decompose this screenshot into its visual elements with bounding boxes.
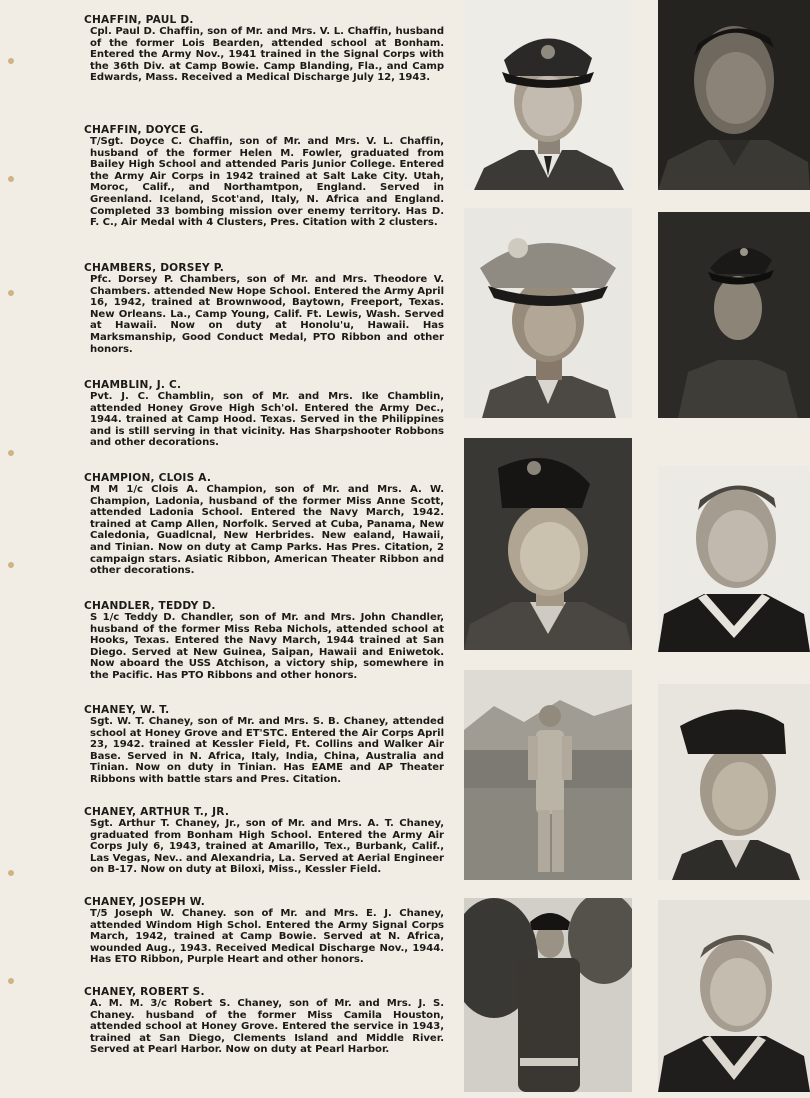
portrait-image [658, 0, 810, 190]
binder-holes [6, 0, 20, 1098]
entry-bio: S 1/c Teddy D. Chandler, son of Mr. and Mrs. John Chandler, husband of the former Miss Reba Nichols, attended school at Hooks, Texas. Entered the Navy March, 1944 trained at San Diego. Served at New Guinea, Saipan, Hawaii and Eniwetok. Now aboard the USS Atchison, a victory ship, somewhere in the Pacific. Has PTO Ribbons and other honors. [90, 612, 444, 681]
portrait-photo [658, 684, 810, 880]
entry-bio: A. M. M. 3/c Robert S. Chaney, son of Mr. and Mrs. J. S. Chaney. husband of the former Miss Camila Houston, attended school at Honey Grove. Entered the service in 1943, trained at San Diego, Clements Island and Middle River. Served at Pearl Harbor. Now on duty at Pearl Harbor. [90, 998, 444, 1056]
portrait-photo [464, 898, 632, 1092]
portrait-image [658, 900, 810, 1092]
portrait-image [464, 438, 632, 650]
entry-name: CHAMPION, CLOIS A. [84, 472, 212, 484]
entry-name: CHANEY, ROBERT S. [84, 986, 205, 998]
binder-hole [8, 58, 14, 64]
entry-name: CHAMBERS, DORSEY P. [84, 262, 225, 274]
binder-hole [8, 290, 14, 296]
entry-bio: Pvt. J. C. Chamblin, son of Mr. and Mrs. Ike Chamblin, attended Honey Grove High Sch'ol. Entered the Army Dec., 1944. trained at Camp Hood. Texas. Served in the Philippines and is still serving in that vicinity. Has Sharpshooter Robbons and other decorations. [90, 391, 444, 449]
binder-hole [8, 870, 14, 876]
portrait-image [464, 208, 632, 418]
entry-name: CHANEY, ARTHUR T., JR. [84, 806, 230, 818]
entry-name: CHANDLER, TEDDY D. [84, 600, 216, 612]
portrait-photo [464, 208, 632, 418]
entry-name: CHAMBLIN, J. C. [84, 379, 182, 391]
entry-bio: T/Sgt. Doyce C. Chaffin, son of Mr. and Mrs. V. L. Chaffin, husband of the former Helen M. Fowler, graduated from Bailey High School and attended Paris Junior College. Entered the Army Air Corps in 1942 trained at Salt Lake City. Utah, Moroc, Calif., and Northamtpon, England. Served in Greenland. Iceland, Scot'and, Italy, N. Africa and England. Completed 33 bombing mission over enemy territory. Has D. F. C., Air Medal with 4 Clusters, Pres. Citation with 2 clusters. [90, 136, 444, 229]
entry-name: CHAFFIN, PAUL D. [84, 14, 194, 26]
entry-bio: Sgt. Arthur T. Chaney, Jr., son of Mr. and Mrs. A. T. Chaney, graduated from Bonham High School. Entered the Army Air Corps July 6, 1943, trained at Amarillo, Tex., Burbank, Calif., Las Vegas, Nev.. and Alexandria, La. Served at Aerial Engineer on B-17. Now on duty at Biloxi, Miss., Kessler Field. [90, 818, 444, 876]
portrait-photo [464, 670, 632, 880]
portrait-column [462, 0, 810, 1098]
entry-name: CHANEY, JOSEPH W. [84, 896, 205, 908]
biography-entry [84, 472, 444, 577]
portrait-photo [658, 0, 810, 190]
portrait-image [464, 0, 632, 190]
portrait-image [464, 898, 632, 1092]
binder-hole [8, 176, 14, 182]
portrait-image [658, 684, 810, 880]
portrait-photo [658, 466, 810, 652]
biography-entry [84, 600, 444, 682]
portrait-photo [464, 0, 632, 190]
entry-bio: T/5 Joseph W. Chaney. son of Mr. and Mrs. E. J. Chaney, attended Windom High Schol. Entered the Army Signal Corps March, 1942, trained at Camp Bowie. Served at N. Africa, wounded Aug., 1943. Received Medical Discharge Nov., 1944. Has ETO Ribbon, Purple Heart and other honors. [90, 908, 444, 966]
portrait-image [464, 670, 632, 880]
biography-entry [84, 896, 444, 966]
biography-entry [84, 986, 444, 1056]
biography-entry [84, 379, 444, 449]
binder-hole [8, 562, 14, 568]
entry-name: CHAFFIN, DOYCE G. [84, 124, 204, 136]
entry-bio: Sgt. W. T. Chaney, son of Mr. and Mrs. S. B. Chaney, attended school at Honey Grove and ET'STC. Entered the Air Corps April 23, 1942. trained at Kessler Field, Ft. Collins and Walker Air Base. Served in N. Africa, Italy, India, China, Australia and Tinian. Now on duty in Tinian. Has EAME and AP Theater Ribbons with battle stars and Pres. Citation. [90, 716, 444, 785]
entry-bio: Pfc. Dorsey P. Chambers, son of Mr. and Mrs. Theodore V. Chambers. attended New Hope School. Entered the Army April 16, 1942, trained at Brownwood, Baytown, Freeport, Texas. New Orleans. La., Camp Young, Calif. Ft. Lewis, Wash. Served at Hawaii. Now on duty at Honolu'u, Hawaii. Has Marksmanship, Good Conduct Medal, PTO Ribbon and other honors. [90, 274, 444, 355]
portrait-photo [658, 900, 810, 1092]
entry-name: CHANEY, W. T. [84, 704, 170, 716]
portrait-photo [658, 212, 810, 418]
portrait-photo [464, 438, 632, 650]
biography-entry [84, 704, 444, 786]
biography-entry [84, 262, 444, 355]
binder-hole [8, 978, 14, 984]
entry-bio: M M 1/c Clois A. Champion, son of Mr. and Mrs. A. W. Champion, Ladonia, husband of the former Miss Anne Scott, attended Ladonia School. Entered the Navy March, 1942. trained at Camp Allen, Norfolk. Served at Cuba, Panama, New Caledonia, Guadlcnal, New Herbrides. New ealand, Hawaii, and Tinian. Now on duty at Camp Parks. Has Pres. Citation, 2 campaign stars. Asiatic Ribbon, American Theater Ribbon and other decorations. [90, 484, 444, 577]
biography-entry [84, 806, 444, 876]
binder-hole [8, 450, 14, 456]
biography-entry [84, 14, 444, 84]
portrait-image [658, 212, 810, 418]
biography-entry [84, 124, 444, 229]
portrait-image [658, 466, 810, 652]
entry-bio: Cpl. Paul D. Chaffin, son of Mr. and Mrs. V. L. Chaffin, husband of the former Lois Bearden, attended school at Bonham. Entered the Army Nov., 1941 trained in the Signal Corps with the 36th Div. at Camp Bowie. Camp Blanding, Fla., and Camp Edwards, Mass. Received a Medical Discharge July 12, 1943. [90, 26, 444, 84]
